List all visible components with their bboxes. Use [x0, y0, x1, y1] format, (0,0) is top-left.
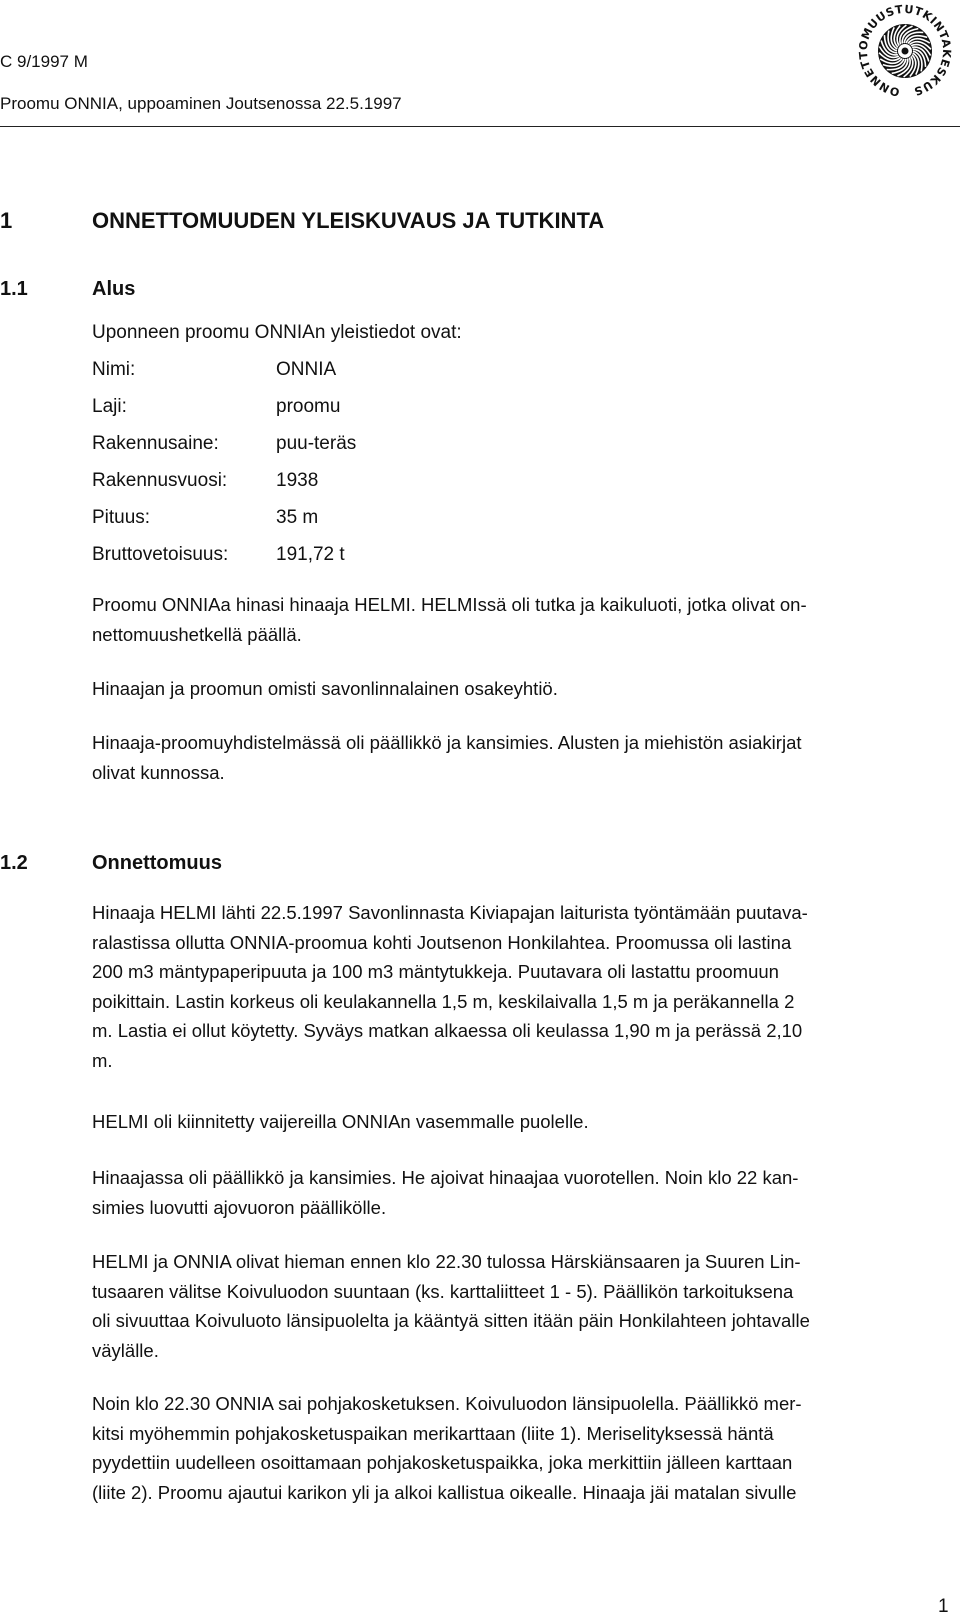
text-line: tusaaren välitse Koivuluodon suuntaan (ks. karttaliitteet 1 - 5). Päällikön tarkoituksena — [92, 1280, 794, 1302]
paragraph — [92, 674, 956, 704]
text-line: olivat kunnossa. — [92, 761, 225, 783]
field-row-year — [92, 470, 492, 494]
field-row-material — [92, 433, 492, 457]
text-line: nettomuushetkellä päällä. — [92, 623, 302, 645]
svg-text:ONNETTOMUUSTUTKINTAKESKUS: ONNETTOMUUSTUTKINTAKESKUS — [856, 2, 954, 99]
section-number: 1 — [0, 208, 13, 233]
onnettomuustutkintakeskus-logo — [854, 0, 956, 102]
paragraph — [92, 590, 956, 649]
text-line: Hinaaja HELMI lähti 22.5.1997 Savonlinnasta Kiviapajan laiturista työntämään puutava- — [92, 902, 808, 923]
field-value: ONNIA — [276, 359, 337, 380]
document-subtitle: Proomu ONNIA, uppoaminen Joutsenossa 22.5.1997 — [0, 94, 402, 113]
page-number: 1 — [938, 1596, 949, 1617]
paragraph — [92, 1107, 956, 1137]
field-row-type — [92, 396, 492, 420]
text-line: Hinaajassa oli päällikkö ja kansimies. He ajoivat hinaajaa vuorotellen. Noin klo 22 kan- — [92, 1167, 799, 1188]
field-value: 1938 — [276, 470, 319, 491]
field-label: Laji: — [92, 396, 127, 417]
text-line: pyydettiin uudelleen osoittamaan pohjakosketuspaikka, joka merkittiin jälleen karttaan — [92, 1452, 793, 1473]
section-title: Onnettomuus — [92, 852, 222, 874]
text-line: Noin klo 22.30 ONNIA sai pohjakosketuksen. Koivuluodon länsipuolella. Päällikkö mer- — [92, 1393, 802, 1414]
paragraph — [92, 1163, 956, 1222]
field-row-tonnage — [92, 544, 492, 568]
text-line: ralastissa ollutta ONNIA-proomua kohti Joutsenon Honkilahtea. Proomussa oli lastina — [92, 931, 792, 953]
field-label: Pituus: — [92, 507, 151, 528]
section-title: Alus — [92, 278, 136, 300]
text-line: Hinaaja-proomuyhdistelmässä oli päällikkö ja kansimies. Alusten ja miehistön asiakirjat — [92, 732, 802, 753]
field-row-name — [92, 359, 492, 383]
text-line: m. — [92, 1049, 113, 1071]
header-rule — [0, 126, 960, 127]
field-label: Nimi: — [92, 359, 136, 380]
paragraph — [92, 1247, 956, 1365]
text-line: HELMI oli kiinnitetty vaijereilla ONNIAn vasemmalle puolelle. — [92, 1111, 589, 1132]
text-line: simies luovutti ajovuoron päällikölle. — [92, 1196, 387, 1218]
field-value: 35 m — [276, 507, 319, 528]
paragraph — [92, 1389, 956, 1507]
paragraph — [92, 898, 956, 1075]
text-line: (liite 2). Proomu ajautui karikon yli ja alkoi kallistua oikealle. Hinaaja jäi matalan sivulle — [92, 1481, 797, 1503]
field-value: proomu — [276, 396, 341, 417]
section-number: 1.1 — [0, 278, 28, 300]
text-line: Proomu ONNIAa hinasi hinaaja HELMI. HELMIssä oli tutka ja kaikuluoti, jotka olivat on- — [92, 594, 807, 615]
text-line: HELMI ja ONNIA olivat hieman ennen klo 22.30 tulossa Härskiänsaaren ja Suuren Lin- — [92, 1251, 801, 1272]
text-line: m. Lastia ei ollut köytetty. Syväys matkan alkaessa oli keulassa 1,90 m ja perässä 2,10 — [92, 1020, 803, 1041]
section-number: 1.2 — [0, 852, 28, 874]
document-id: C 9/1997 M — [0, 52, 88, 71]
text-line: 200 m3 mäntypaperipuuta ja 100 m3 mäntytukkeja. Puutavara oli lastattu proomuun — [92, 961, 779, 982]
vessel-intro: Uponneen proomu ONNIAn yleistiedot ovat: — [92, 322, 462, 343]
text-line: väylälle. — [92, 1339, 159, 1361]
field-label: Rakennusaine: — [92, 433, 219, 454]
text-line: oli sivuuttaa Koivuluoto länsipuolelta ja kääntyä sitten itään päin Honkilahteen johtavalle — [92, 1310, 810, 1331]
field-label: Bruttovetoisuus: — [92, 544, 229, 565]
field-value: puu-teräs — [276, 433, 357, 454]
section-title: ONNETTOMUUDEN YLEISKUVAUS JA TUTKINTA — [92, 208, 605, 233]
text-line: poikittain. Lastin korkeus oli keulakannella 1,5 m, keskilaivalla 1,5 m ja peräkannella 2 — [92, 990, 795, 1012]
field-value: 191,72 t — [276, 544, 345, 565]
field-row-length — [92, 507, 492, 531]
text-line: kitsi myöhemmin pohjakosketuspaikan merikarttaan (liite 1). Meriselityksessä häntä — [92, 1422, 774, 1444]
paragraph — [92, 728, 956, 787]
text-line: Hinaajan ja proomun omisti savonlinnalainen osakeyhtiö. — [92, 678, 558, 699]
field-label: Rakennusvuosi: — [92, 470, 228, 491]
